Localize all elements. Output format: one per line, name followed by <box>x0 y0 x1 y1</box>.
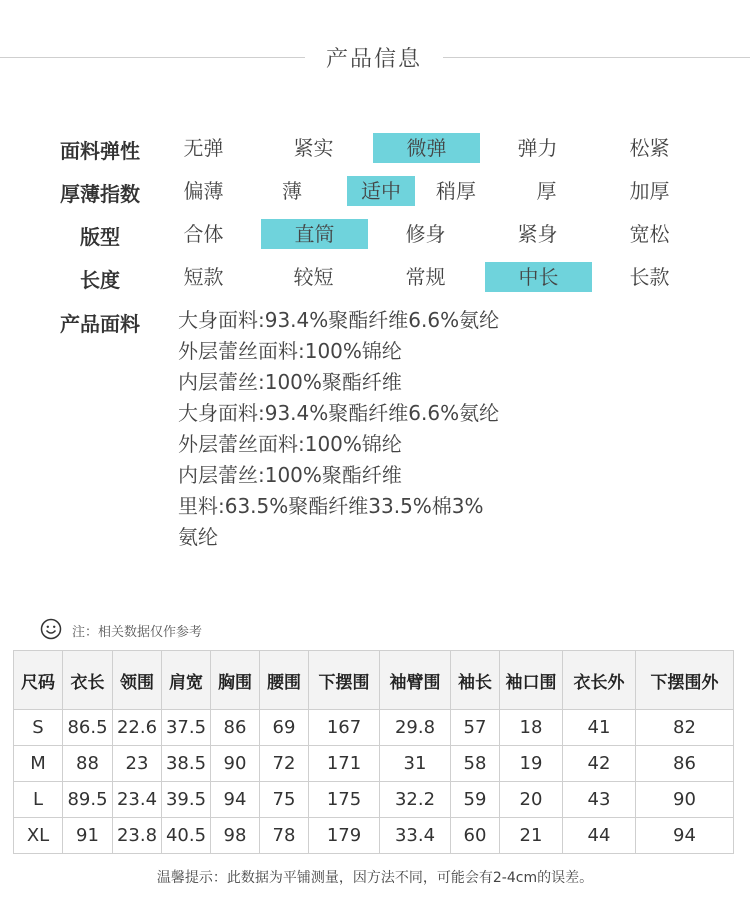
measurement-cell: 37.5 <box>162 710 211 746</box>
attribute-option: 紧身 <box>517 222 558 246</box>
size-label-cell: M <box>14 746 63 782</box>
measurement-cell: 42 <box>563 746 636 782</box>
size-table-header-cell: 衣长 <box>63 651 113 710</box>
measurement-cell: 21 <box>500 818 563 854</box>
attribute-option: 薄 <box>282 179 302 203</box>
size-table-header-cell: 下摆围 <box>309 651 380 710</box>
table-row <box>14 818 734 854</box>
attribute-option-selected: 适中 <box>347 176 415 206</box>
attribute-option: 稍厚 <box>436 179 476 203</box>
measurement-cell: 69 <box>260 710 309 746</box>
measurement-cell: 59 <box>451 782 500 818</box>
measurement-cell: 94 <box>211 782 260 818</box>
measurement-cell: 44 <box>563 818 636 854</box>
attribute-label: 版型 <box>80 225 120 249</box>
measurement-cell: 23.8 <box>113 818 162 854</box>
fabric-line: 大身面料:93.4%聚酯纤维6.6%氨纶 <box>178 401 500 425</box>
attribute-option: 偏薄 <box>183 179 224 203</box>
measurement-cell: 33.4 <box>380 818 451 854</box>
attribute-option: 厚 <box>536 179 557 203</box>
attribute-row <box>0 219 750 249</box>
measurement-cell: 39.5 <box>162 782 211 818</box>
section-header <box>0 40 750 76</box>
fabric-line: 外层蕾丝面料:100%锦纶 <box>178 339 402 363</box>
measurement-cell: 58 <box>451 746 500 782</box>
measurement-cell: 75 <box>260 782 309 818</box>
note-text: 注：相关数据仅作参考 <box>72 625 203 640</box>
size-label-cell: S <box>14 710 63 746</box>
attribute-row <box>0 133 750 163</box>
measurement-cell: 91 <box>63 818 113 854</box>
fabric-label: 产品面料 <box>60 312 140 336</box>
attribute-option-selected: 直筒 <box>261 219 368 249</box>
attribute-option: 弹力 <box>517 136 558 160</box>
table-row <box>14 782 734 818</box>
measurement-cell: 23.4 <box>113 782 162 818</box>
size-label-cell: L <box>14 782 63 818</box>
attribute-option: 宽松 <box>629 222 670 246</box>
attribute-row <box>0 262 750 292</box>
attribute-label: 厚薄指数 <box>60 182 140 206</box>
attribute-option: 松紧 <box>629 136 670 160</box>
size-table-header-cell: 领围 <box>113 651 162 710</box>
measurement-cell: 43 <box>563 782 636 818</box>
measurement-cell: 19 <box>500 746 563 782</box>
footer-tip: 温馨提示：此数据为平铺测量，因方法不同，可能会有2-4cm的误差。 <box>156 870 594 886</box>
size-table-header-cell: 肩宽 <box>162 651 211 710</box>
attribute-option: 短款 <box>183 265 224 289</box>
size-table-header <box>14 651 734 710</box>
size-table-header-cell: 袖长 <box>451 651 500 710</box>
measurement-cell: 40.5 <box>162 818 211 854</box>
size-table-header-cell: 腰围 <box>260 651 309 710</box>
measurement-cell: 86 <box>211 710 260 746</box>
fabric-line: 内层蕾丝:100%聚酯纤维 <box>178 370 402 394</box>
size-table-header-cell: 袖臂围 <box>380 651 451 710</box>
fabric-line: 外层蕾丝面料:100%锦纶 <box>178 432 402 456</box>
measurement-cell: 41 <box>563 710 636 746</box>
measurement-cell: 18 <box>500 710 563 746</box>
fabric-line: 里料:63.5%聚酯纤维33.5%棉3% <box>178 494 484 518</box>
attribute-label: 面料弹性 <box>60 139 140 163</box>
attribute-option: 无弹 <box>183 136 224 160</box>
header-divider-right <box>443 57 750 58</box>
measurement-cell: 72 <box>260 746 309 782</box>
attribute-label: 长度 <box>80 268 120 292</box>
measurement-cell: 86.5 <box>63 710 113 746</box>
measurement-cell: 20 <box>500 782 563 818</box>
fabric-line: 内层蕾丝:100%聚酯纤维 <box>178 463 402 487</box>
page-title: 产品信息 <box>325 47 422 72</box>
measurement-cell: 57 <box>451 710 500 746</box>
size-table-header-cell: 尺码 <box>14 651 63 710</box>
measurement-cell: 22.6 <box>113 710 162 746</box>
size-table-header-cell: 下摆围外 <box>636 651 734 710</box>
measurement-cell: 38.5 <box>162 746 211 782</box>
attribute-option: 较短 <box>293 265 334 289</box>
attribute-option-selected: 微弹 <box>373 133 480 163</box>
header-divider-left <box>0 57 305 58</box>
measurement-cell: 171 <box>309 746 380 782</box>
attribute-option: 常规 <box>405 265 446 289</box>
attribute-row <box>0 176 750 206</box>
fabric-composition <box>178 305 538 553</box>
attribute-option: 合体 <box>183 222 224 246</box>
measurement-cell: 29.8 <box>380 710 451 746</box>
measurement-cell: 90 <box>636 782 734 818</box>
measurement-cell: 82 <box>636 710 734 746</box>
attribute-option: 长款 <box>629 265 670 289</box>
measurement-cell: 98 <box>211 818 260 854</box>
measurement-cell: 23 <box>113 746 162 782</box>
measurement-cell: 60 <box>451 818 500 854</box>
attribute-option-selected: 中长 <box>485 262 592 292</box>
attribute-option: 加厚 <box>629 179 670 203</box>
measurement-cell: 88 <box>63 746 113 782</box>
measurement-cell: 32.2 <box>380 782 451 818</box>
measurement-cell: 94 <box>636 818 734 854</box>
measurement-cell: 179 <box>309 818 380 854</box>
smiley-icon <box>40 618 62 640</box>
measurement-cell: 89.5 <box>63 782 113 818</box>
measurement-cell: 86 <box>636 746 734 782</box>
measurement-cell: 78 <box>260 818 309 854</box>
measurement-cell: 167 <box>309 710 380 746</box>
attribute-option: 修身 <box>405 222 446 246</box>
size-table-header-cell: 胸围 <box>211 651 260 710</box>
table-row <box>14 746 734 782</box>
measurement-cell: 175 <box>309 782 380 818</box>
size-label-cell: XL <box>14 818 63 854</box>
fabric-line: 氨纶 <box>178 525 218 549</box>
size-table-header-cell: 衣长外 <box>563 651 636 710</box>
size-table-header-cell: 袖口围 <box>500 651 563 710</box>
measurement-cell: 31 <box>380 746 451 782</box>
fabric-line: 大身面料:93.4%聚酯纤维6.6%氨纶 <box>178 308 500 332</box>
attribute-option: 紧实 <box>293 136 334 160</box>
size-table <box>13 650 734 854</box>
measurement-cell: 90 <box>211 746 260 782</box>
table-row <box>14 710 734 746</box>
